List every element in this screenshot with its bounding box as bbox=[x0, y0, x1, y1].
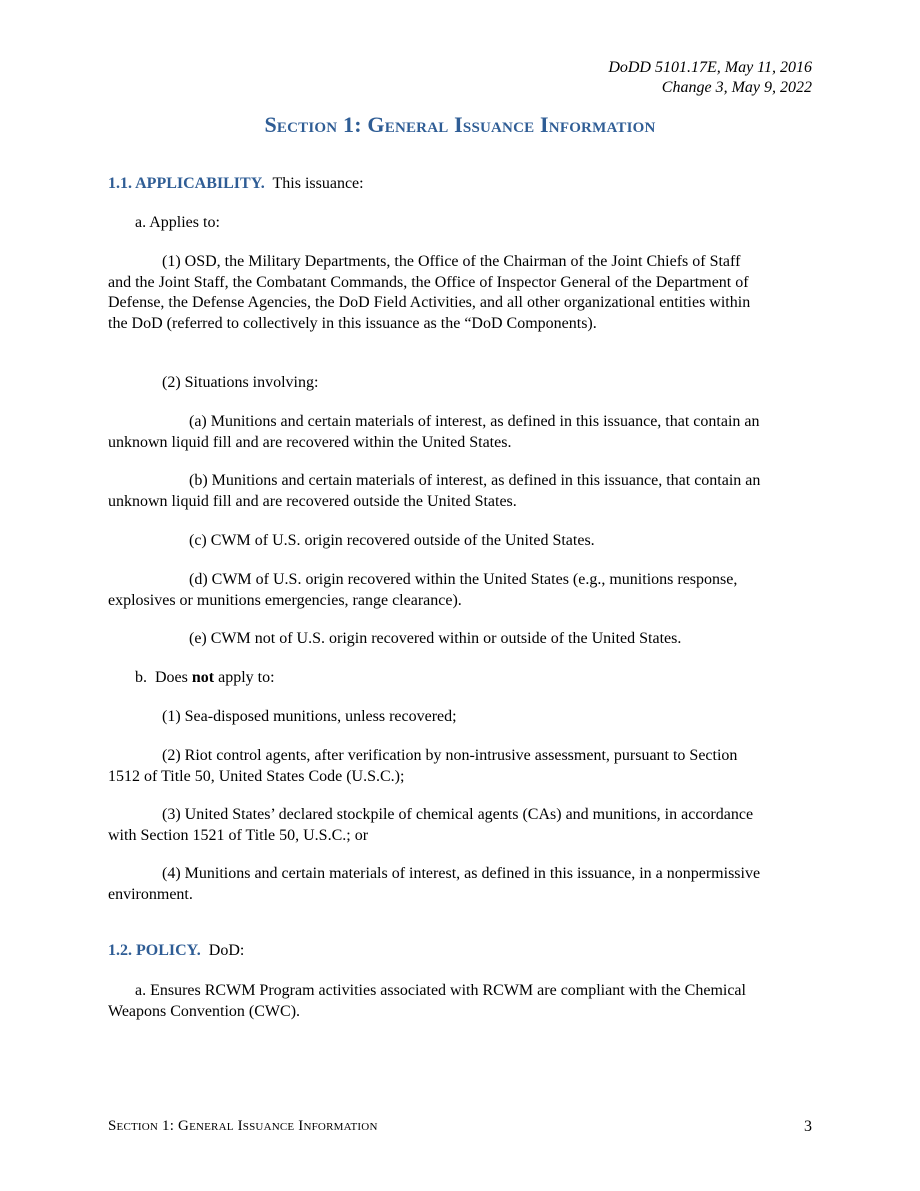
policy-para-a-text: a. Ensures RCWM Program activities associated with RCWM are compliant with the Chemical Weapons Convention (CWC). bbox=[108, 982, 746, 1020]
para-b-post: apply to: bbox=[214, 669, 275, 686]
para-a2d bbox=[108, 570, 764, 611]
para-b2-text: (2) Riot control agents, after verification by non-intrusive assessment, pursuant to Section 1512 of Title 50, United States Code (U.S.C.); bbox=[108, 747, 738, 785]
para-b4 bbox=[108, 864, 764, 905]
para-a-text: a. Applies to: bbox=[135, 214, 220, 231]
para-b2 bbox=[108, 746, 764, 787]
section-1-2-heading-line bbox=[108, 941, 764, 962]
para-a2c-text: (c) CWM of U.S. origin recovered outside of the United States. bbox=[189, 532, 595, 549]
para-b1 bbox=[108, 707, 764, 728]
para-a2b bbox=[108, 471, 764, 512]
para-b3 bbox=[108, 805, 764, 846]
para-a bbox=[108, 213, 764, 234]
para-a2 bbox=[108, 373, 764, 394]
para-a2e-text: (e) CWM not of U.S. origin recovered within or outside of the United States. bbox=[189, 630, 682, 647]
header-change-date: Change 3, May 9, 2022 bbox=[661, 79, 812, 96]
section-1-2-intro: DoD: bbox=[200, 942, 245, 959]
para-b4-text: (4) Munitions and certain materials of interest, as defined in this issuance, in a nonpermissive environment. bbox=[108, 865, 761, 903]
para-b-emphasis: not bbox=[191, 669, 215, 686]
para-a1 bbox=[108, 252, 764, 334]
header-doc-id: DoDD 5101.17E, May 11, 2016 bbox=[608, 59, 812, 76]
para-b bbox=[108, 668, 764, 689]
footer-section-title: Section 1: General Issuance Information bbox=[108, 1118, 378, 1134]
para-b-pre: b. Does bbox=[135, 669, 192, 686]
para-a2d-text: (d) CWM of U.S. origin recovered within the United States (e.g., munitions response, explosives or munitions emergencies, range clearance). bbox=[108, 571, 738, 609]
para-a2a bbox=[108, 412, 764, 453]
section-1-1-heading: 1.1. APPLICABILITY. bbox=[108, 175, 265, 192]
section-1-1-heading-line bbox=[108, 174, 764, 195]
policy-para-a bbox=[108, 981, 764, 1022]
section-title: Section 1: General Issuance Information bbox=[264, 112, 656, 137]
para-b3-text: (3) United States’ declared stockpile of chemical agents (CAs) and munitions, in accordance with Section 1521 of Title 50, U.S.C.; or bbox=[108, 806, 754, 844]
section-1-2-heading: 1.2. POLICY. bbox=[108, 942, 201, 959]
footer-page-number: 3 bbox=[804, 1118, 812, 1135]
para-a2e bbox=[108, 629, 764, 650]
para-a2b-text: (b) Munitions and certain materials of interest, as defined in this issuance, that contain an unknown liquid fill and are recovered outside the United States. bbox=[108, 472, 761, 510]
para-a2c bbox=[108, 531, 764, 552]
section-1-1-intro: This issuance: bbox=[264, 175, 364, 192]
para-a2a-text: (a) Munitions and certain materials of interest, as defined in this issuance, that contain an unknown liquid fill and are recovered within the United States. bbox=[108, 413, 760, 451]
para-b1-text: (1) Sea-disposed munitions, unless recovered; bbox=[162, 708, 457, 725]
para-a1-text: (1) OSD, the Military Departments, the Office of the Chairman of the Joint Chiefs of Staff and the Joint Staff, the Combatant Commands, the Office of Inspector General of the Department of Defense, the Defense Agencies, the DoD Field Activities, and all other organizational entities within the DoD (referred to collectively in this issuance as the “DoD Components). bbox=[108, 253, 751, 332]
para-a2-text: (2) Situations involving: bbox=[162, 374, 319, 391]
